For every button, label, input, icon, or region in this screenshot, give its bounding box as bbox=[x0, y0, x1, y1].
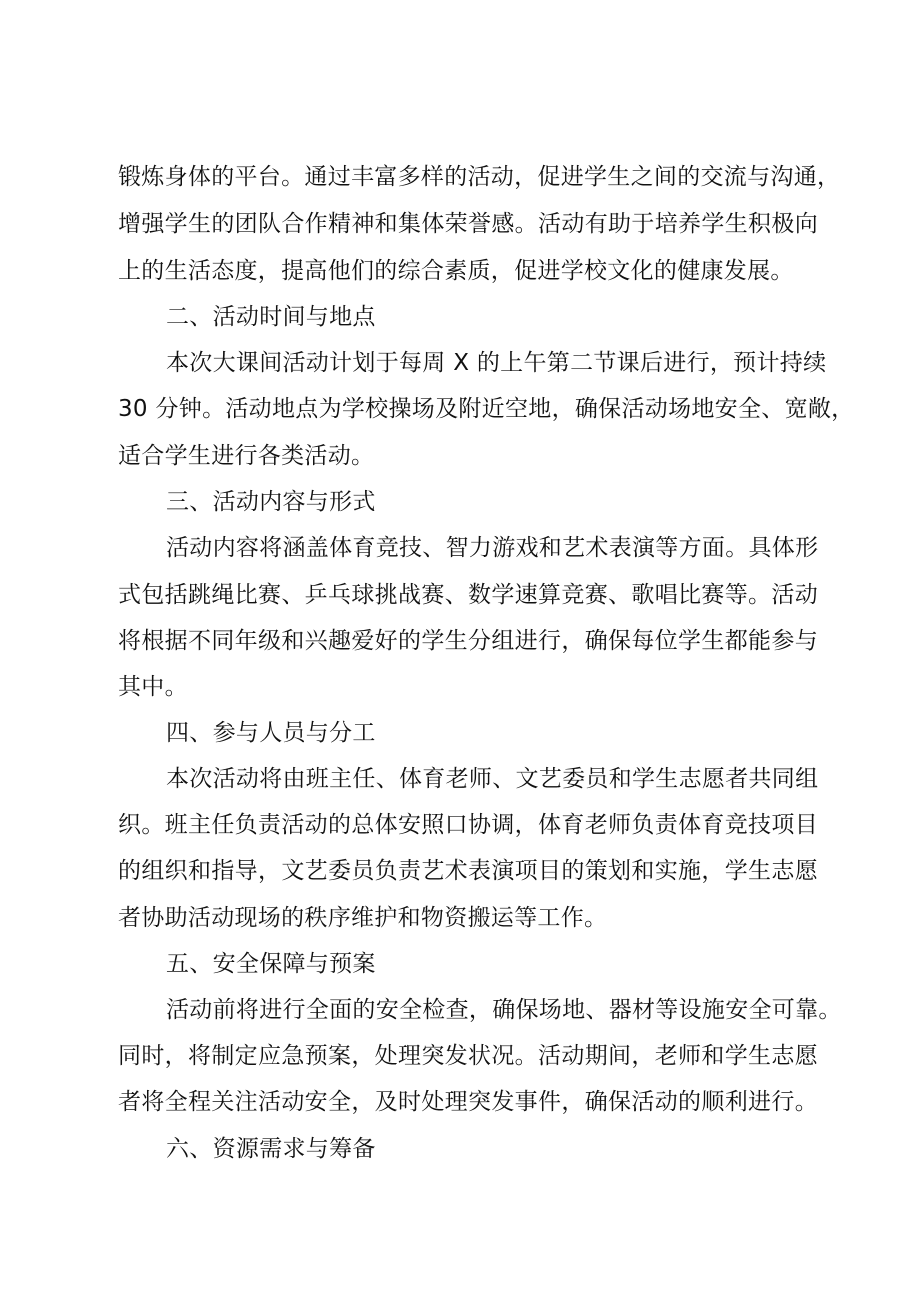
paragraph-line: 本次大课间活动计划于每周 X 的上午第二节课后进行，预计持续 bbox=[166, 350, 827, 376]
paragraph-line: 上的生活态度，提高他们的综合素质，促进学校文化的健康发展。 bbox=[118, 258, 794, 284]
paragraph-line: 者将全程关注活动安全，及时处理突发事件，确保活动的顺利进行。 bbox=[118, 1089, 818, 1115]
paragraph-line: 本次活动将由班主任、体育老师、文艺委员和学生志愿者共同组 bbox=[166, 766, 819, 792]
section-heading: 四、参与人员与分工 bbox=[166, 720, 376, 746]
paragraph-line: 锻炼身体的平台。通过丰富多样的活动，促进学生之间的交流与沟通， bbox=[118, 164, 841, 190]
paragraph-line: 同时，将制定应急预案，处理突发状况。活动期间，老师和学生志愿 bbox=[118, 1043, 818, 1069]
paragraph-line: 活动前将进行全面的安全检查，确保场地、器材等设施安全可靠。 bbox=[166, 997, 842, 1023]
paragraph-line: 适合学生进行各类活动。 bbox=[118, 443, 375, 469]
paragraph-line: 织。班主任负责活动的总体安照口协调，体育老师负责体育竞技项目 bbox=[118, 812, 818, 838]
paragraph-line: 活动内容将涵盖体育竞技、智力游戏和艺术表演等方面。具体形 bbox=[166, 535, 819, 561]
paragraph-line: 将根据不同年级和兴趣爱好的学生分组进行，确保每位学生都能参与 bbox=[118, 628, 818, 654]
paragraph-line: 者协助活动现场的秩序维护和物资搬运等工作。 bbox=[118, 905, 608, 931]
paragraph-line: 的组织和指导，文艺委员负责艺术表演项目的策划和实施，学生志愿 bbox=[118, 858, 818, 884]
section-heading: 五、安全保障与预案 bbox=[166, 951, 376, 977]
section-heading: 二、活动时间与地点 bbox=[166, 304, 376, 330]
section-heading: 六、资源需求与筹备 bbox=[166, 1136, 376, 1162]
paragraph-line: 30 分钟。活动地点为学校操场及附近空地，确保活动场地安全、宽敞， bbox=[118, 396, 855, 422]
paragraph-line: 式包括跳绳比赛、乒乓球挑战赛、数学速算竞赛、歌唱比赛等。活动 bbox=[118, 582, 818, 608]
section-heading: 三、活动内容与形式 bbox=[166, 489, 376, 515]
paragraph-line: 增强学生的团队合作精神和集体荣誉感。活动有助于培养学生积极向 bbox=[118, 211, 818, 237]
paragraph-line: 其中。 bbox=[118, 674, 188, 700]
